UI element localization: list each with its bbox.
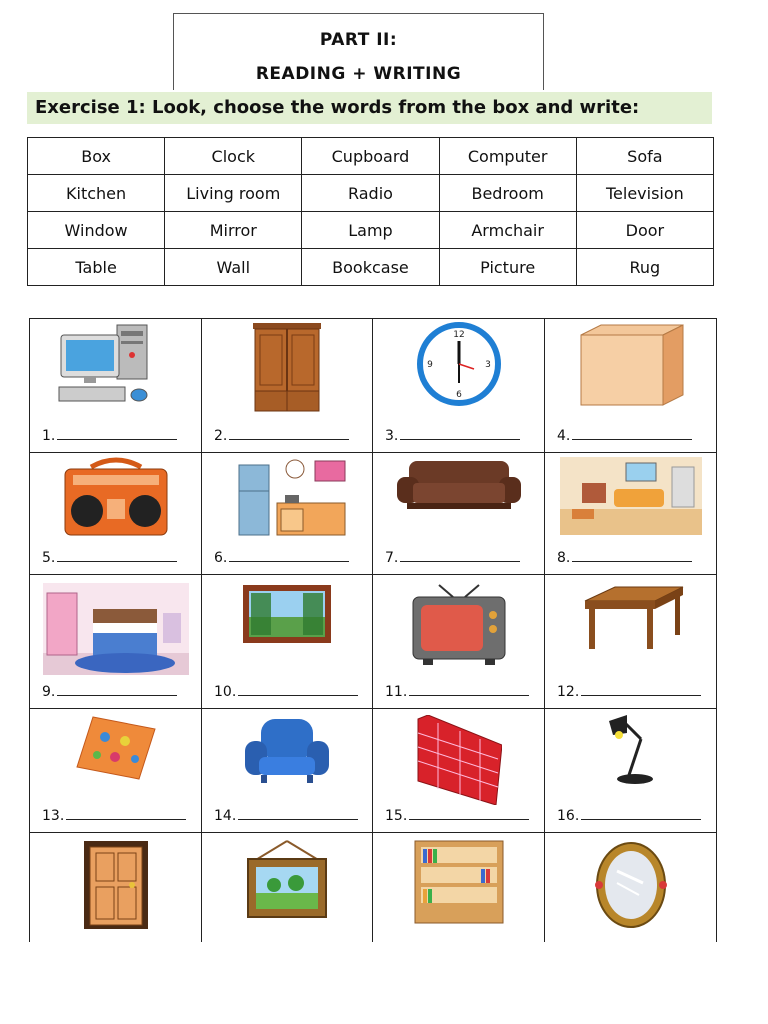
answer-label [557, 808, 701, 824]
svg-text:6: 6 [455, 390, 462, 400]
word-box [27, 137, 714, 286]
kitchen-icon [225, 457, 349, 545]
door-icon [80, 839, 152, 935]
table-icon [575, 583, 687, 657]
word-cell: Bedroom [439, 175, 576, 212]
wall-icon [416, 715, 502, 809]
picture-cell [544, 574, 717, 708]
window-icon [241, 583, 333, 649]
answer-label [557, 550, 692, 566]
answer-label [214, 550, 349, 566]
bedroom-icon [43, 583, 189, 679]
answer-blank[interactable] [66, 808, 186, 820]
answer-label [42, 428, 177, 444]
picture-cell [201, 318, 372, 452]
picture-cell [372, 452, 544, 574]
word-cell: Radio [302, 175, 439, 212]
word-cell: Kitchen [28, 175, 165, 212]
picture-cell [29, 574, 201, 708]
word-cell: Computer [439, 138, 576, 175]
picture-icon [244, 839, 330, 923]
rug-icon [75, 715, 157, 785]
item-number: 2. [214, 428, 228, 444]
picture-cell [201, 452, 372, 574]
word-cell: Table [28, 249, 165, 286]
answer-label [42, 684, 177, 700]
answer-label [385, 684, 529, 700]
answer-label [214, 684, 358, 700]
picture-cell [544, 452, 717, 574]
word-cell: Armchair [439, 212, 576, 249]
answer-blank[interactable] [57, 428, 177, 440]
picture-cell [544, 708, 717, 832]
item-number: 5. [42, 550, 56, 566]
answer-label [214, 808, 358, 824]
word-cell: Mirror [165, 212, 302, 249]
word-cell: Wall [165, 249, 302, 286]
picture-cell [201, 708, 372, 832]
item-number: 7. [385, 550, 399, 566]
word-row [28, 138, 714, 175]
word-cell: Television [576, 175, 713, 212]
computer-icon [57, 321, 175, 417]
word-cell: Cupboard [302, 138, 439, 175]
word-cell: Sofa [576, 138, 713, 175]
word-cell: Rug [576, 249, 713, 286]
word-row [28, 212, 714, 249]
item-number: 13. [42, 808, 65, 824]
picture-cell [29, 832, 201, 942]
item-number: 8. [557, 550, 571, 566]
answer-label [557, 428, 692, 444]
box-icon [575, 321, 687, 413]
answer-blank[interactable] [238, 808, 358, 820]
lamp-icon [605, 715, 657, 795]
word-cell: Clock [165, 138, 302, 175]
svg-text:3: 3 [484, 360, 491, 370]
answer-label [42, 550, 177, 566]
answer-blank[interactable] [572, 428, 692, 440]
item-number: 3. [385, 428, 399, 444]
answer-label [214, 428, 349, 444]
item-number: 12. [557, 684, 580, 700]
answer-blank[interactable] [581, 684, 701, 696]
picture-cell [544, 832, 717, 942]
picture-cell [372, 832, 544, 942]
picture-cell [201, 574, 372, 708]
answer-label [42, 808, 186, 824]
answer-blank[interactable] [409, 808, 529, 820]
item-number: 14. [214, 808, 237, 824]
item-number: 4. [557, 428, 571, 444]
answer-blank[interactable] [57, 550, 177, 562]
item-number: 10. [214, 684, 237, 700]
title-box [173, 13, 544, 90]
item-number: 11. [385, 684, 408, 700]
word-row [28, 175, 714, 212]
item-number: 9. [42, 684, 56, 700]
item-number: 6. [214, 550, 228, 566]
answer-label [557, 684, 701, 700]
picture-cell [201, 832, 372, 942]
part-title: PART II: [319, 30, 398, 50]
picture-cell [29, 318, 201, 452]
mirror-icon [591, 839, 671, 935]
living-room-icon [560, 457, 702, 539]
cupboard-icon [247, 321, 327, 419]
answer-blank[interactable] [400, 428, 520, 440]
picture-cell [372, 318, 544, 452]
sofa-icon [393, 457, 525, 519]
item-number: 1. [42, 428, 56, 444]
word-row [28, 249, 714, 286]
word-cell: Bookcase [302, 249, 439, 286]
answer-label [385, 808, 529, 824]
clock-icon [416, 321, 502, 411]
answer-blank[interactable] [229, 550, 349, 562]
answer-blank[interactable] [572, 550, 692, 562]
radio-icon [61, 457, 171, 545]
picture-cell [544, 318, 717, 452]
picture-cell [372, 574, 544, 708]
picture-cell [29, 452, 201, 574]
exercise-instruction: Exercise 1: Look, choose the words from the box and write: [27, 92, 712, 124]
answer-label [385, 428, 520, 444]
word-cell: Lamp [302, 212, 439, 249]
word-cell: Picture [439, 249, 576, 286]
answer-blank[interactable] [229, 428, 349, 440]
answer-label [385, 550, 520, 566]
word-cell: Window [28, 212, 165, 249]
television-icon [409, 583, 509, 673]
svg-text:12: 12 [452, 330, 465, 340]
part-subtitle: READING + WRITING [255, 64, 462, 84]
answer-blank[interactable] [238, 684, 358, 696]
svg-text:9: 9 [426, 360, 433, 370]
picture-grid [29, 318, 717, 942]
picture-cell [29, 708, 201, 832]
armchair-icon [241, 715, 333, 793]
answer-blank[interactable] [400, 550, 520, 562]
bookcase-icon [411, 839, 507, 929]
answer-blank[interactable] [581, 808, 701, 820]
answer-blank[interactable] [57, 684, 177, 696]
word-cell: Living room [165, 175, 302, 212]
word-cell: Box [28, 138, 165, 175]
picture-cell [372, 708, 544, 832]
item-number: 16. [557, 808, 580, 824]
item-number: 15. [385, 808, 408, 824]
word-cell: Door [576, 212, 713, 249]
answer-blank[interactable] [409, 684, 529, 696]
